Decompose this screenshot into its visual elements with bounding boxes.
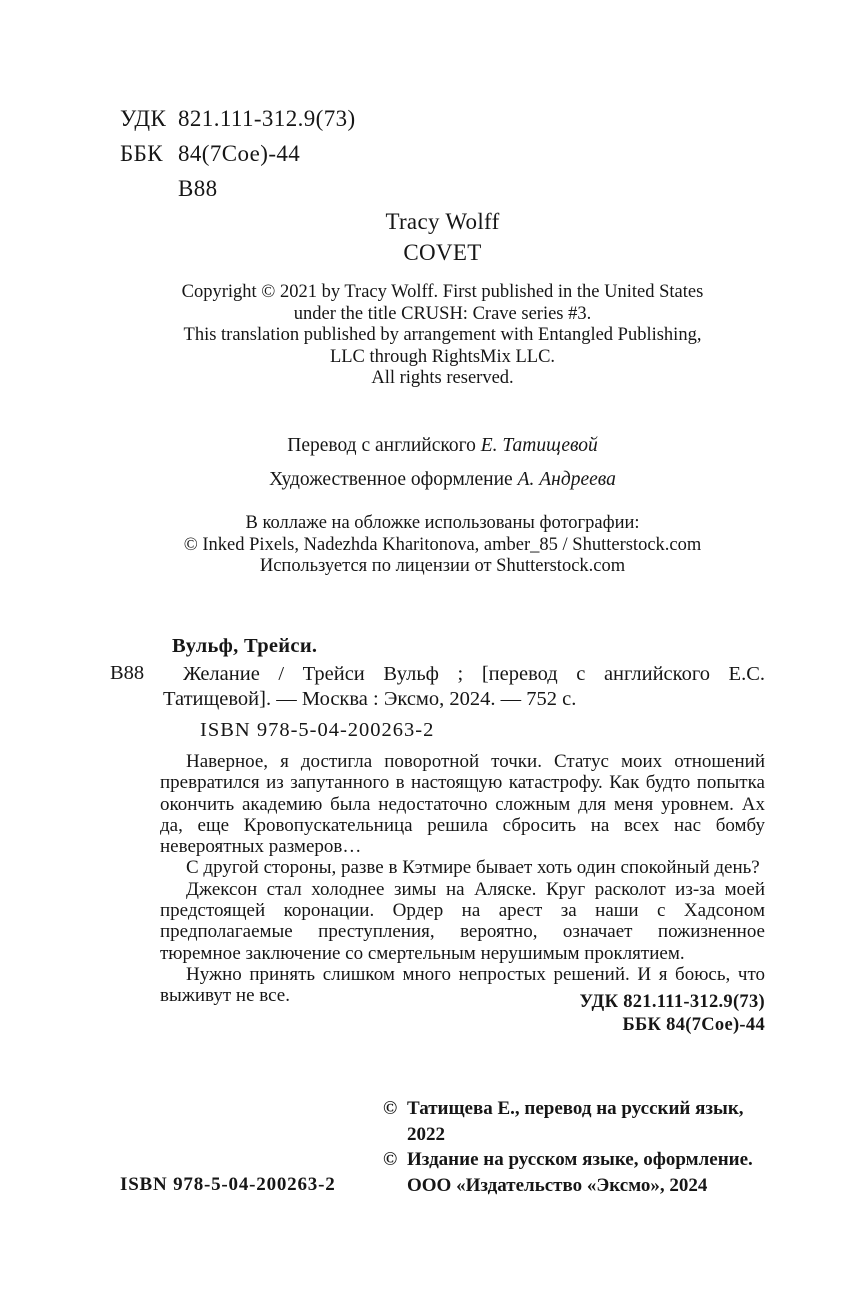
annotation	[160, 751, 765, 1007]
udk-line	[120, 101, 356, 136]
copyright-credit-text: Татищева Е., перевод на русский язык, 2022	[407, 1098, 744, 1145]
translator-credit	[120, 435, 765, 457]
bib-author-sign: В88	[110, 662, 145, 684]
copyright-block	[120, 282, 765, 390]
annotation-paragraph: С другой стороны, разве в Кэтмире бывает хоть один спокойный день?	[186, 857, 760, 879]
design-credit	[120, 469, 765, 491]
cover-credit-line: В коллаже на обложке использованы фотографии:	[245, 513, 640, 533]
udk-bottom: УДК 821.111-312.9(73)	[579, 992, 765, 1012]
cover-credit-line: Используется по лицензии от Shutterstock.com	[259, 556, 626, 576]
bbk-line	[120, 136, 356, 171]
cover-credit-line: © Inked Pixels, Nadezhda Kharitonova, amber_85 / Shutterstock.com	[183, 534, 702, 555]
copyright-mark	[383, 1173, 407, 1199]
copyright-credit-line	[383, 1147, 765, 1173]
udk-value: 821.111-312.9(73)	[178, 106, 356, 131]
copyright-mark: ©	[383, 1098, 398, 1119]
classification-top	[120, 101, 356, 206]
original-title: COVET	[403, 240, 482, 265]
copyright-credit-text: ООО «Издательство «Эксмо», 2024	[407, 1174, 708, 1196]
bbk-label: ББК	[120, 141, 163, 166]
translator-credit-prefix: Перевод с английского	[287, 435, 476, 456]
design-credit-prefix: Художественное оформление	[269, 469, 513, 490]
bbk-value: 84(7Сое)-44	[178, 141, 301, 166]
cover-photo-credits	[120, 513, 765, 578]
original-title-block	[120, 206, 765, 268]
udk-label: УДК	[120, 106, 167, 131]
classification-bottom	[120, 991, 765, 1037]
imprint-credits	[383, 1096, 765, 1198]
copyright-line: All rights reserved.	[371, 368, 514, 388]
isbn-line: ISBN 978-5-04-200263-2	[200, 719, 435, 741]
bibliographic-entry	[110, 635, 765, 742]
bbk-bottom: ББК 84(7Сое)-44	[622, 1015, 765, 1035]
translator-name: Е. Татищевой	[480, 435, 598, 456]
copyright-line: under the title CRUSH: Crave series #3.	[293, 303, 592, 324]
imprint-block	[120, 1096, 765, 1198]
copyright-line: LLC through RightsMix LLC.	[329, 346, 556, 367]
bib-record	[110, 662, 765, 712]
copyright-line: This translation published by arrangement with Entangled Publishing,	[183, 325, 702, 345]
copyright-line: Copyright © 2021 by Tracy Wolff. First published in the United States	[181, 282, 704, 302]
copyright-credit-line	[383, 1173, 765, 1199]
author-sign: В88	[178, 176, 218, 201]
annotation-paragraph: Нужно принять слишком много непростых решений. И я боюсь, что выживут не все.	[160, 963, 765, 1007]
copyright-credit-text: Издание на русском языке, оформление.	[407, 1149, 753, 1170]
designer-name: А. Андреева	[517, 469, 616, 490]
original-author: Tracy Wolff	[385, 209, 500, 234]
copyright-mark: ©	[383, 1149, 398, 1170]
annotation-paragraph: Наверное, я достигла поворотной точки. Статус моих отношений превратился из запутанного в настоящую катастрофу. Как будто попытка окончить академию была недостаточно сложным для меня уровнем. Ах да, еще Кровопускательница решила сбросить на всех нас бомбу невероятных размеров…	[160, 751, 765, 858]
bib-author-heading: Вульф, Трейси.	[172, 635, 318, 657]
imprint-isbn: ISBN 978-5-04-200263-2	[120, 1174, 336, 1195]
bib-description: Желание / Трейси Вульф ; [перевод с английского Е.С. Татищевой]. — Москва : Эксмо, 2024. — 752 с.	[163, 663, 765, 710]
annotation-paragraph: Джексон стал холоднее зимы на Аляске. Круг расколот из-за моей предстоящей коронации. Ордер на арест за наши с Хадсоном предполагаемые преступления, вероятно, означает пожизненное тюремное заключение со смертельным нерушимым проклятием.	[160, 878, 765, 964]
copyright-credit-line	[383, 1096, 765, 1147]
